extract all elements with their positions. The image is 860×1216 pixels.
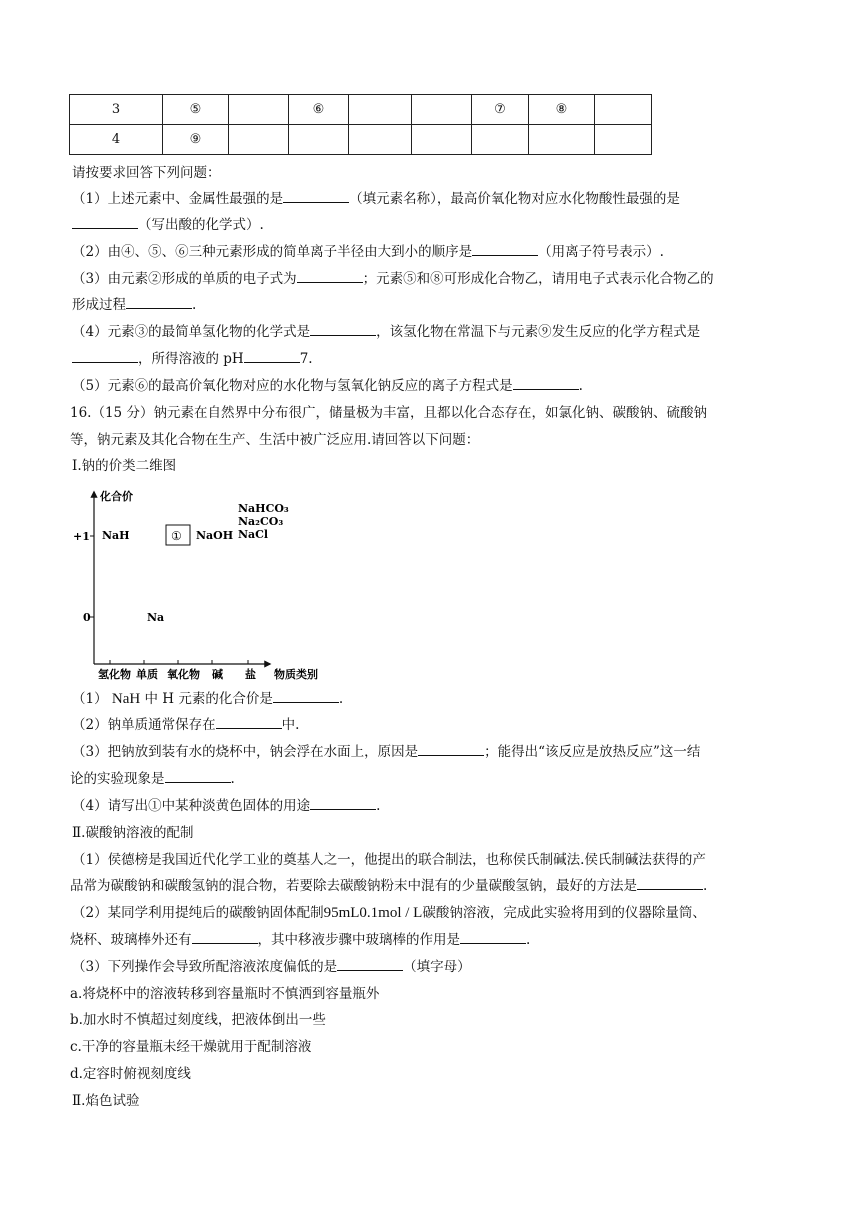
x-category-label: 盐 <box>245 668 256 681</box>
q3-text: （3）由元素②形成的单质的电子式为 <box>72 271 297 287</box>
table-cell: ⑦ <box>472 95 529 125</box>
table-cell <box>529 125 595 155</box>
answer-blank[interactable] <box>165 770 231 783</box>
question-line <box>72 190 680 208</box>
q1-text: （写出酸的化学式）. <box>138 217 264 233</box>
section-title: Ⅱ.焰色试验 <box>72 1093 140 1109</box>
s1q2-text: （2）钠单质通常保存在 <box>72 717 216 733</box>
s1q3-text: （3）把钠放到装有水的烧杯中，钠会浮在水面上，原因是 <box>72 744 419 760</box>
q16-text: 等，钠元素及其化合物在生产、生活中被广泛应用.请回答以下问题： <box>70 432 480 448</box>
answer-blank[interactable] <box>283 190 349 203</box>
table-row <box>70 125 652 155</box>
s1q1-text: . <box>338 691 344 707</box>
question-line <box>72 958 471 976</box>
answer-blank[interactable] <box>192 931 258 944</box>
q3-text: ；元素⑤和⑧可形成化合物乙，请用电子式表示化合物乙的 <box>362 271 714 287</box>
table-cell: 3 <box>70 95 163 125</box>
y-tick-label: +1 <box>73 530 90 543</box>
table-cell: ⑨ <box>163 125 229 155</box>
option-text: d.定容时俯视刻度线 <box>70 1066 191 1082</box>
question-line <box>72 270 714 288</box>
table-cell <box>595 95 652 125</box>
y-tick-label: 0 <box>83 611 91 624</box>
formula-concentration: 95mL0.1mol / L <box>323 905 423 921</box>
question-line <box>72 716 299 734</box>
answer-blank[interactable] <box>310 797 376 810</box>
answer-blank[interactable] <box>72 216 138 229</box>
answer-blank[interactable] <box>513 377 579 390</box>
option-text: a.将烧杯中的溶液转移到容量瓶时不慎洒到容量瓶外 <box>70 986 380 1002</box>
question-line <box>70 931 530 949</box>
q4-text: 7. <box>299 351 313 367</box>
table-cell <box>412 95 472 125</box>
question-line <box>70 431 479 449</box>
formula-nah: NaH <box>111 691 141 707</box>
s1q3-text: 论的实验现象是 <box>70 771 165 787</box>
q2-text: （用离子符号表示）. <box>538 244 664 260</box>
s2q2-text: （2）某同学利用提纯后的碳酸钠固体配制 <box>72 905 324 921</box>
q2-text: （2）由④、⑤、⑥三种元素形成的简单离子半径由大到小的顺序是 <box>72 244 473 260</box>
table-cell <box>349 95 412 125</box>
option-text: c.干净的容量瓶未经干燥就用于配制溶液 <box>70 1039 312 1055</box>
section-heading <box>72 824 193 842</box>
answer-blank[interactable] <box>310 323 376 336</box>
section-heading <box>72 1092 139 1110</box>
s1q1-text: 中 H 元素的化合价是 <box>140 691 273 707</box>
item-box-label: ① <box>171 529 182 543</box>
item-salt: NaHCO₃ <box>238 502 289 515</box>
table-cell: 4 <box>70 125 163 155</box>
s1q1-text: （1） <box>72 691 112 707</box>
x-category-label: 氢化物 <box>98 668 131 681</box>
q1-text: （1）上述元素中、金属性最强的是 <box>72 191 284 207</box>
s2q1-text: . <box>703 878 708 894</box>
s2q2-text: 碳酸钠溶液，完成此实验将用到的仪器除量筒、 <box>422 905 706 921</box>
x-axis-label: 物质类别 <box>274 668 318 681</box>
question-line <box>72 377 583 395</box>
x-category-label: 碱 <box>212 668 223 681</box>
item-na: Na <box>147 611 165 624</box>
question-line <box>72 350 313 368</box>
answer-blank[interactable] <box>460 931 526 944</box>
q4-text: ，该氢化物在常温下与元素⑨发生反应的化学方程式是 <box>376 324 701 340</box>
option-c <box>70 1038 311 1056</box>
s2q2-text: . <box>526 932 531 948</box>
section-title: Ⅰ.钠的价类二维图 <box>72 458 177 474</box>
q5-text: （5）元素⑥的最高价氧化物对应的水化物与氢氧化钠反应的离子方程式是 <box>72 378 513 394</box>
periodic-table-fragment <box>69 94 652 155</box>
s1q4-text: （4）请写出①中某种淡黄色固体的用途 <box>72 798 311 814</box>
answer-blank[interactable] <box>472 243 538 256</box>
question-line <box>70 404 707 422</box>
intro-text: 请按要求回答下列问题： <box>72 165 221 181</box>
s1q2-text: 中. <box>281 717 300 733</box>
s2q1-text: （1）侯德榜是我国近代化学工业的奠基人之一，他提出的联合制法，也称侯氏制碱法.侯氏制碱法获得的产 <box>72 852 706 868</box>
s1q3-text: ；能得出“该反应是放热反应”这一结 <box>484 744 701 760</box>
question-line <box>70 877 707 895</box>
section-heading <box>72 457 176 475</box>
table-cell <box>289 125 349 155</box>
q4-text: （4）元素③的最简单氢化物的化学式是 <box>72 324 311 340</box>
answer-blank[interactable] <box>297 270 363 283</box>
option-text: b.加水时不慎超过刻度线，把液体倒出一些 <box>70 1012 326 1028</box>
table-cell: ⑥ <box>289 95 349 125</box>
table-cell <box>349 125 412 155</box>
s2q2-text: ，其中移液步骤中玻璃棒的作用是 <box>257 932 460 948</box>
table-cell: ⑤ <box>163 95 229 125</box>
item-naoh: NaOH <box>196 529 234 542</box>
section-title: Ⅱ.碳酸钠溶液的配制 <box>72 825 194 841</box>
table-cell <box>472 125 529 155</box>
question-line <box>72 797 380 815</box>
q16-text: 16.（15 分）钠元素在自然界中分布很广，储量极为丰富，且都以化合态存在，如氯化钠、碳酸钠、硫酸钠 <box>70 405 707 421</box>
question-line <box>72 690 343 708</box>
item-salt: NaCl <box>238 528 269 541</box>
answer-blank[interactable] <box>637 877 703 890</box>
q4-text: ，所得溶液的 pH <box>138 351 244 367</box>
valence-class-diagram <box>70 484 330 684</box>
q5-text: . <box>578 378 583 394</box>
question-line <box>72 904 706 922</box>
answer-blank[interactable] <box>244 350 300 363</box>
table-cell <box>412 125 472 155</box>
answer-blank[interactable] <box>216 716 282 729</box>
answer-blank[interactable] <box>418 743 484 756</box>
answer-blank[interactable] <box>273 690 339 703</box>
x-category-label: 氧化物 <box>167 668 200 681</box>
table-row <box>70 95 652 125</box>
question-line <box>72 216 264 234</box>
q3-text: . <box>192 297 197 313</box>
question-line <box>72 323 700 341</box>
item-nah: NaH <box>102 529 130 542</box>
question-line <box>70 770 235 788</box>
s2q3-text: （填字母） <box>403 959 471 975</box>
question-line <box>72 851 706 869</box>
question-line <box>72 296 196 314</box>
option-a <box>70 985 379 1003</box>
q3-text: 形成过程 <box>72 297 126 313</box>
q1-text: （填元素名称），最高价氧化物对应水化物酸性最强的是 <box>349 191 680 207</box>
y-axis-label: 化合价 <box>100 490 133 503</box>
table-cell <box>229 125 289 155</box>
s2q1-text: 品常为碳酸钠和碳酸氢钠的混合物，若要除去碳酸钠粉末中混有的少量碳酸氢钠，最好的方法是 <box>70 878 637 894</box>
answer-blank[interactable] <box>337 958 403 971</box>
option-d <box>70 1065 191 1083</box>
s2q2-text: 烧杯、玻璃棒外还有 <box>70 932 192 948</box>
s1q4-text: . <box>376 798 381 814</box>
answer-blank[interactable] <box>126 296 192 309</box>
table-cell <box>595 125 652 155</box>
intro-line <box>72 164 221 182</box>
s1q3-text: . <box>230 771 235 787</box>
question-line <box>72 243 664 261</box>
option-b <box>70 1011 326 1029</box>
answer-blank[interactable] <box>72 350 138 363</box>
item-salt: Na₂CO₃ <box>238 515 284 528</box>
x-category-label: 单质 <box>136 668 158 681</box>
table-cell: ⑧ <box>529 95 595 125</box>
s2q3-text: （3）下列操作会导致所配溶液浓度偏低的是 <box>72 959 338 975</box>
table-cell <box>229 95 289 125</box>
question-line <box>72 743 700 761</box>
